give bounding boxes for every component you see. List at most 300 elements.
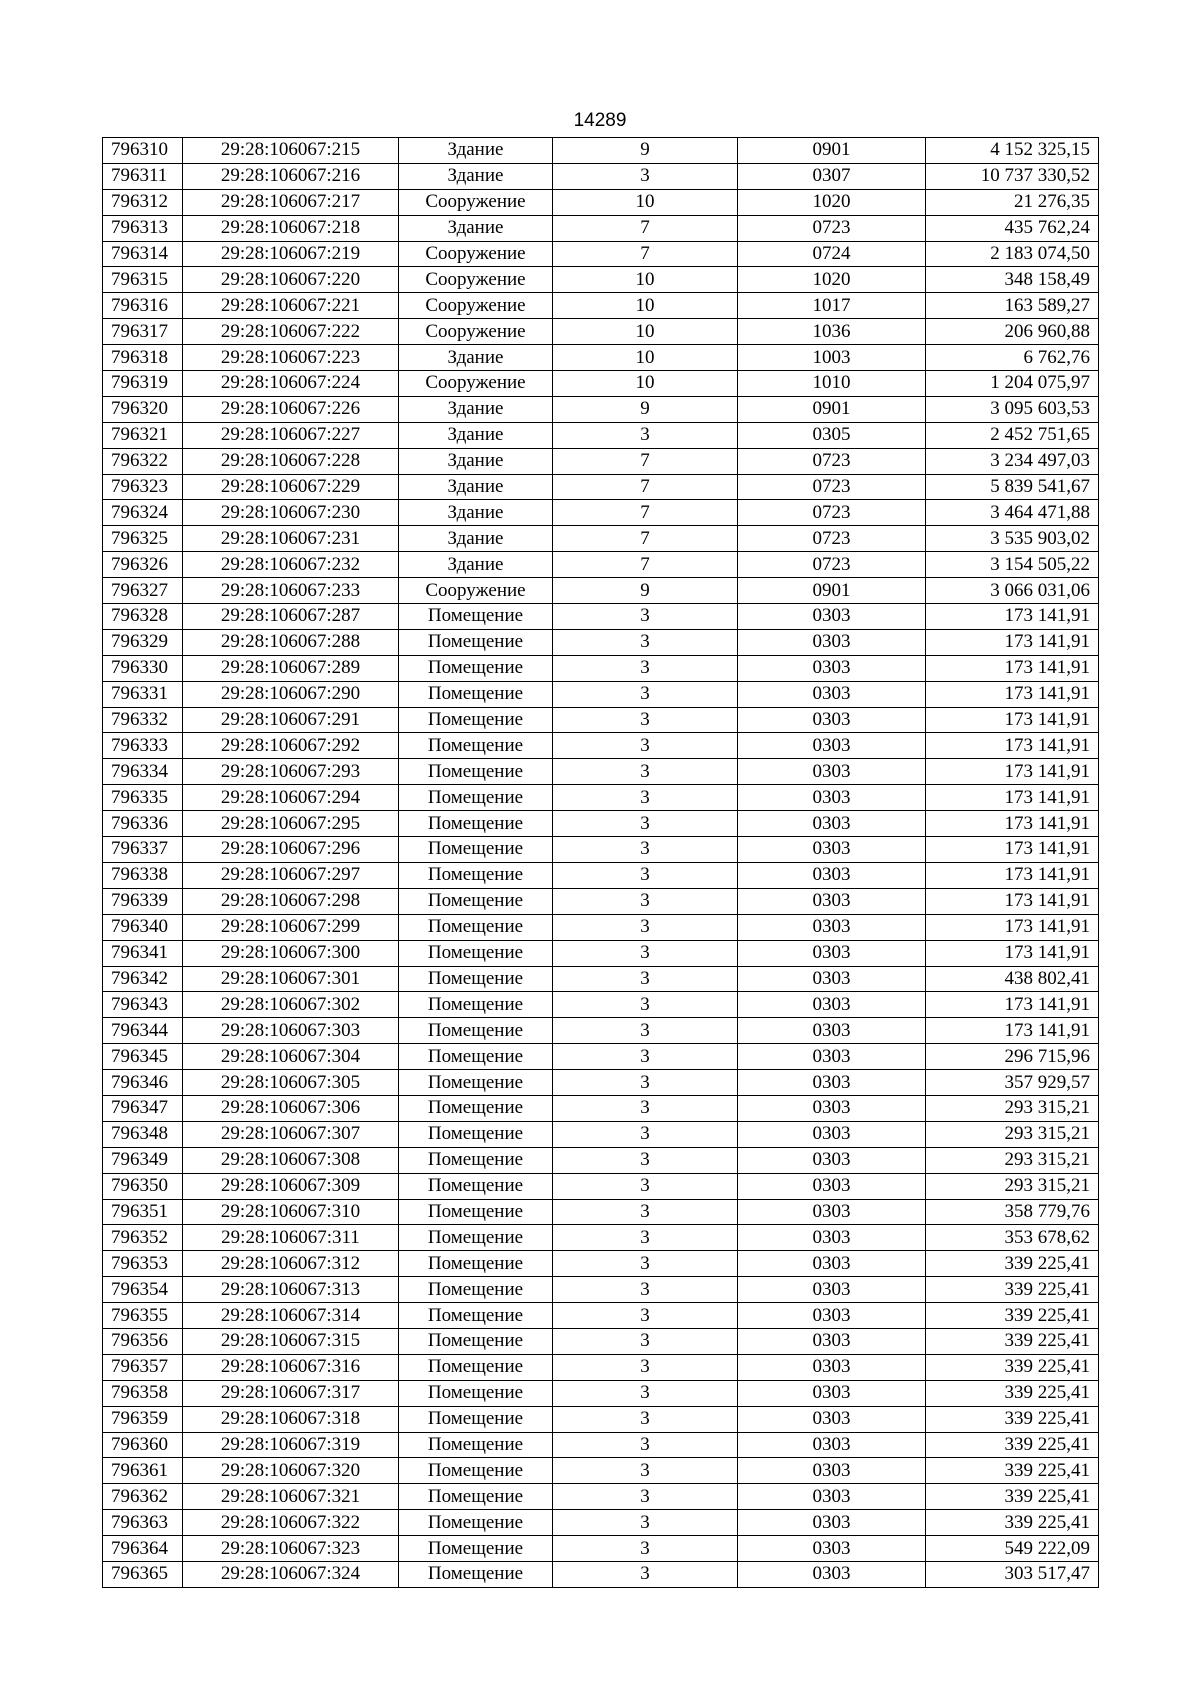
code-cell: 0303 xyxy=(738,655,926,681)
table-row xyxy=(103,319,1099,345)
object-type-cell: Помещение xyxy=(399,1173,553,1199)
table-row xyxy=(103,629,1099,655)
table-row xyxy=(103,1121,1099,1147)
row-number-cell: 796363 xyxy=(103,1510,183,1536)
cadastral-number-cell: 29:28:106067:303 xyxy=(183,1018,399,1044)
object-type-cell: Здание xyxy=(399,163,553,189)
group-cell: 3 xyxy=(553,655,738,681)
group-cell: 3 xyxy=(553,1432,738,1458)
object-type-cell: Помещение xyxy=(399,1121,553,1147)
cadastral-value-cell: 173 141,91 xyxy=(926,655,1099,681)
cadastral-value-cell: 173 141,91 xyxy=(926,811,1099,837)
table-row xyxy=(103,422,1099,448)
code-cell: 0303 xyxy=(738,837,926,863)
row-number-cell: 796324 xyxy=(103,500,183,526)
cadastral-number-cell: 29:28:106067:300 xyxy=(183,940,399,966)
cadastral-number-cell: 29:28:106067:299 xyxy=(183,914,399,940)
table-row xyxy=(103,1147,1099,1173)
code-cell: 0303 xyxy=(738,1225,926,1251)
group-cell: 7 xyxy=(553,500,738,526)
code-cell: 0723 xyxy=(738,215,926,241)
table-row xyxy=(103,1406,1099,1432)
row-number-cell: 796322 xyxy=(103,448,183,474)
cadastral-number-cell: 29:28:106067:309 xyxy=(183,1173,399,1199)
cadastral-number-cell: 29:28:106067:289 xyxy=(183,655,399,681)
group-cell: 3 xyxy=(553,888,738,914)
cadastral-value-cell: 206 960,88 xyxy=(926,319,1099,345)
code-cell: 0303 xyxy=(738,1018,926,1044)
row-number-cell: 796315 xyxy=(103,267,183,293)
object-type-cell: Здание xyxy=(399,345,553,371)
code-cell: 0303 xyxy=(738,1095,926,1121)
table-row xyxy=(103,1484,1099,1510)
registry-table-body xyxy=(103,138,1099,1588)
cadastral-number-cell: 29:28:106067:295 xyxy=(183,811,399,837)
group-cell: 7 xyxy=(553,526,738,552)
code-cell: 0303 xyxy=(738,1484,926,1510)
code-cell: 0303 xyxy=(738,1199,926,1225)
row-number-cell: 796310 xyxy=(103,138,183,164)
table-row xyxy=(103,1070,1099,1096)
cadastral-number-cell: 29:28:106067:315 xyxy=(183,1328,399,1354)
code-cell: 0303 xyxy=(738,1121,926,1147)
row-number-cell: 796326 xyxy=(103,552,183,578)
cadastral-number-cell: 29:28:106067:306 xyxy=(183,1095,399,1121)
object-type-cell: Здание xyxy=(399,215,553,241)
cadastral-value-cell: 6 762,76 xyxy=(926,345,1099,371)
row-number-cell: 796317 xyxy=(103,319,183,345)
row-number-cell: 796350 xyxy=(103,1173,183,1199)
cadastral-number-cell: 29:28:106067:288 xyxy=(183,629,399,655)
table-row xyxy=(103,966,1099,992)
row-number-cell: 796360 xyxy=(103,1432,183,1458)
cadastral-value-cell: 173 141,91 xyxy=(926,733,1099,759)
table-row xyxy=(103,1458,1099,1484)
cadastral-number-cell: 29:28:106067:298 xyxy=(183,888,399,914)
table-row xyxy=(103,138,1099,164)
group-cell: 3 xyxy=(553,681,738,707)
table-row xyxy=(103,1510,1099,1536)
group-cell: 3 xyxy=(553,1458,738,1484)
cadastral-number-cell: 29:28:106067:230 xyxy=(183,500,399,526)
code-cell: 0303 xyxy=(738,888,926,914)
row-number-cell: 796364 xyxy=(103,1536,183,1562)
group-cell: 3 xyxy=(553,1225,738,1251)
group-cell: 3 xyxy=(553,1121,738,1147)
cadastral-number-cell: 29:28:106067:318 xyxy=(183,1406,399,1432)
code-cell: 0303 xyxy=(738,1277,926,1303)
object-type-cell: Помещение xyxy=(399,940,553,966)
object-type-cell: Сооружение xyxy=(399,371,553,397)
cadastral-value-cell: 173 141,91 xyxy=(926,759,1099,785)
row-number-cell: 796338 xyxy=(103,862,183,888)
object-type-cell: Сооружение xyxy=(399,189,553,215)
code-cell: 1036 xyxy=(738,319,926,345)
row-number-cell: 796346 xyxy=(103,1070,183,1096)
object-type-cell: Помещение xyxy=(399,733,553,759)
row-number-cell: 796354 xyxy=(103,1277,183,1303)
code-cell: 0303 xyxy=(738,862,926,888)
cadastral-value-cell: 163 589,27 xyxy=(926,293,1099,319)
row-number-cell: 796332 xyxy=(103,707,183,733)
table-row xyxy=(103,500,1099,526)
cadastral-value-cell: 3 154 505,22 xyxy=(926,552,1099,578)
cadastral-value-cell: 293 315,21 xyxy=(926,1121,1099,1147)
code-cell: 0303 xyxy=(738,914,926,940)
row-number-cell: 796323 xyxy=(103,474,183,500)
object-type-cell: Помещение xyxy=(399,1458,553,1484)
group-cell: 3 xyxy=(553,785,738,811)
cadastral-value-cell: 339 225,41 xyxy=(926,1406,1099,1432)
cadastral-number-cell: 29:28:106067:313 xyxy=(183,1277,399,1303)
cadastral-value-cell: 5 839 541,67 xyxy=(926,474,1099,500)
group-cell: 3 xyxy=(553,1484,738,1510)
code-cell: 0303 xyxy=(738,1536,926,1562)
object-type-cell: Здание xyxy=(399,526,553,552)
cadastral-number-cell: 29:28:106067:231 xyxy=(183,526,399,552)
registry-table xyxy=(102,137,1099,1588)
group-cell: 9 xyxy=(553,138,738,164)
object-type-cell: Здание xyxy=(399,396,553,422)
cadastral-value-cell: 173 141,91 xyxy=(926,604,1099,630)
code-cell: 0723 xyxy=(738,500,926,526)
cadastral-number-cell: 29:28:106067:215 xyxy=(183,138,399,164)
table-row xyxy=(103,1251,1099,1277)
object-type-cell: Помещение xyxy=(399,1380,553,1406)
row-number-cell: 796318 xyxy=(103,345,183,371)
group-cell: 3 xyxy=(553,811,738,837)
group-cell: 3 xyxy=(553,1406,738,1432)
cadastral-number-cell: 29:28:106067:316 xyxy=(183,1354,399,1380)
cadastral-number-cell: 29:28:106067:292 xyxy=(183,733,399,759)
code-cell: 0723 xyxy=(738,474,926,500)
group-cell: 9 xyxy=(553,396,738,422)
code-cell: 0723 xyxy=(738,552,926,578)
code-cell: 0307 xyxy=(738,163,926,189)
group-cell: 3 xyxy=(553,1251,738,1277)
table-row xyxy=(103,1432,1099,1458)
object-type-cell: Помещение xyxy=(399,914,553,940)
code-cell: 0303 xyxy=(738,811,926,837)
object-type-cell: Здание xyxy=(399,138,553,164)
group-cell: 3 xyxy=(553,604,738,630)
row-number-cell: 796357 xyxy=(103,1354,183,1380)
object-type-cell: Помещение xyxy=(399,862,553,888)
cadastral-number-cell: 29:28:106067:305 xyxy=(183,1070,399,1096)
cadastral-value-cell: 173 141,91 xyxy=(926,992,1099,1018)
table-row xyxy=(103,345,1099,371)
code-cell: 0303 xyxy=(738,1044,926,1070)
row-number-cell: 796312 xyxy=(103,189,183,215)
row-number-cell: 796352 xyxy=(103,1225,183,1251)
row-number-cell: 796331 xyxy=(103,681,183,707)
cadastral-value-cell: 173 141,91 xyxy=(926,707,1099,733)
object-type-cell: Помещение xyxy=(399,1070,553,1096)
table-row xyxy=(103,1199,1099,1225)
group-cell: 3 xyxy=(553,733,738,759)
object-type-cell: Помещение xyxy=(399,1561,553,1587)
group-cell: 3 xyxy=(553,1303,738,1329)
cadastral-value-cell: 339 225,41 xyxy=(926,1251,1099,1277)
group-cell: 3 xyxy=(553,1173,738,1199)
row-number-cell: 796349 xyxy=(103,1147,183,1173)
object-type-cell: Помещение xyxy=(399,1225,553,1251)
cadastral-number-cell: 29:28:106067:319 xyxy=(183,1432,399,1458)
cadastral-number-cell: 29:28:106067:287 xyxy=(183,604,399,630)
code-cell: 1003 xyxy=(738,345,926,371)
cadastral-number-cell: 29:28:106067:312 xyxy=(183,1251,399,1277)
group-cell: 3 xyxy=(553,1536,738,1562)
object-type-cell: Помещение xyxy=(399,1406,553,1432)
cadastral-value-cell: 2 183 074,50 xyxy=(926,241,1099,267)
cadastral-number-cell: 29:28:106067:293 xyxy=(183,759,399,785)
cadastral-value-cell: 4 152 325,15 xyxy=(926,138,1099,164)
object-type-cell: Помещение xyxy=(399,1044,553,1070)
table-row xyxy=(103,1380,1099,1406)
cadastral-value-cell: 293 315,21 xyxy=(926,1173,1099,1199)
cadastral-value-cell: 173 141,91 xyxy=(926,629,1099,655)
group-cell: 7 xyxy=(553,215,738,241)
object-type-cell: Помещение xyxy=(399,1303,553,1329)
object-type-cell: Помещение xyxy=(399,1251,553,1277)
code-cell: 0723 xyxy=(738,448,926,474)
cadastral-number-cell: 29:28:106067:294 xyxy=(183,785,399,811)
table-row xyxy=(103,862,1099,888)
row-number-cell: 796330 xyxy=(103,655,183,681)
code-cell: 0303 xyxy=(738,681,926,707)
table-row xyxy=(103,163,1099,189)
group-cell: 3 xyxy=(553,1510,738,1536)
object-type-cell: Помещение xyxy=(399,1095,553,1121)
row-number-cell: 796348 xyxy=(103,1121,183,1147)
row-number-cell: 796313 xyxy=(103,215,183,241)
cadastral-number-cell: 29:28:106067:320 xyxy=(183,1458,399,1484)
group-cell: 3 xyxy=(553,966,738,992)
group-cell: 3 xyxy=(553,1561,738,1587)
row-number-cell: 796336 xyxy=(103,811,183,837)
row-number-cell: 796321 xyxy=(103,422,183,448)
object-type-cell: Сооружение xyxy=(399,578,553,604)
table-row xyxy=(103,1561,1099,1587)
cadastral-number-cell: 29:28:106067:324 xyxy=(183,1561,399,1587)
row-number-cell: 796353 xyxy=(103,1251,183,1277)
object-type-cell: Сооружение xyxy=(399,319,553,345)
cadastral-number-cell: 29:28:106067:217 xyxy=(183,189,399,215)
cadastral-value-cell: 339 225,41 xyxy=(926,1380,1099,1406)
code-cell: 0303 xyxy=(738,707,926,733)
table-row xyxy=(103,1044,1099,1070)
code-cell: 0724 xyxy=(738,241,926,267)
code-cell: 0303 xyxy=(738,733,926,759)
row-number-cell: 796347 xyxy=(103,1095,183,1121)
object-type-cell: Здание xyxy=(399,422,553,448)
code-cell: 0303 xyxy=(738,1458,926,1484)
cadastral-number-cell: 29:28:106067:322 xyxy=(183,1510,399,1536)
row-number-cell: 796333 xyxy=(103,733,183,759)
object-type-cell: Помещение xyxy=(399,888,553,914)
code-cell: 0723 xyxy=(738,526,926,552)
cadastral-value-cell: 293 315,21 xyxy=(926,1095,1099,1121)
row-number-cell: 796355 xyxy=(103,1303,183,1329)
cadastral-number-cell: 29:28:106067:229 xyxy=(183,474,399,500)
cadastral-number-cell: 29:28:106067:302 xyxy=(183,992,399,1018)
cadastral-value-cell: 358 779,76 xyxy=(926,1199,1099,1225)
code-cell: 0303 xyxy=(738,1251,926,1277)
code-cell: 0303 xyxy=(738,1173,926,1199)
code-cell: 1010 xyxy=(738,371,926,397)
group-cell: 3 xyxy=(553,940,738,966)
group-cell: 3 xyxy=(553,707,738,733)
table-row xyxy=(103,474,1099,500)
object-type-cell: Здание xyxy=(399,500,553,526)
group-cell: 3 xyxy=(553,1354,738,1380)
code-cell: 1017 xyxy=(738,293,926,319)
cadastral-number-cell: 29:28:106067:222 xyxy=(183,319,399,345)
table-row xyxy=(103,1018,1099,1044)
object-type-cell: Помещение xyxy=(399,1484,553,1510)
object-type-cell: Помещение xyxy=(399,1199,553,1225)
cadastral-value-cell: 173 141,91 xyxy=(926,888,1099,914)
row-number-cell: 796311 xyxy=(103,163,183,189)
code-cell: 0303 xyxy=(738,1303,926,1329)
code-cell: 0303 xyxy=(738,629,926,655)
object-type-cell: Сооружение xyxy=(399,267,553,293)
table-row xyxy=(103,189,1099,215)
object-type-cell: Помещение xyxy=(399,604,553,630)
table-row xyxy=(103,552,1099,578)
object-type-cell: Здание xyxy=(399,448,553,474)
cadastral-number-cell: 29:28:106067:307 xyxy=(183,1121,399,1147)
cadastral-number-cell: 29:28:106067:290 xyxy=(183,681,399,707)
object-type-cell: Помещение xyxy=(399,681,553,707)
cadastral-value-cell: 3 464 471,88 xyxy=(926,500,1099,526)
code-cell: 0901 xyxy=(738,138,926,164)
cadastral-number-cell: 29:28:106067:321 xyxy=(183,1484,399,1510)
object-type-cell: Помещение xyxy=(399,1277,553,1303)
cadastral-value-cell: 3 066 031,06 xyxy=(926,578,1099,604)
cadastral-number-cell: 29:28:106067:220 xyxy=(183,267,399,293)
group-cell: 3 xyxy=(553,862,738,888)
cadastral-value-cell: 173 141,91 xyxy=(926,837,1099,863)
cadastral-number-cell: 29:28:106067:228 xyxy=(183,448,399,474)
group-cell: 3 xyxy=(553,1018,738,1044)
cadastral-number-cell: 29:28:106067:226 xyxy=(183,396,399,422)
group-cell: 7 xyxy=(553,474,738,500)
code-cell: 0901 xyxy=(738,396,926,422)
group-cell: 3 xyxy=(553,1380,738,1406)
cadastral-number-cell: 29:28:106067:310 xyxy=(183,1199,399,1225)
object-type-cell: Помещение xyxy=(399,1147,553,1173)
object-type-cell: Помещение xyxy=(399,966,553,992)
group-cell: 3 xyxy=(553,914,738,940)
group-cell: 10 xyxy=(553,293,738,319)
cadastral-number-cell: 29:28:106067:291 xyxy=(183,707,399,733)
cadastral-value-cell: 3 095 603,53 xyxy=(926,396,1099,422)
cadastral-value-cell: 2 452 751,65 xyxy=(926,422,1099,448)
table-row xyxy=(103,1536,1099,1562)
row-number-cell: 796362 xyxy=(103,1484,183,1510)
row-number-cell: 796334 xyxy=(103,759,183,785)
row-number-cell: 796316 xyxy=(103,293,183,319)
cadastral-value-cell: 173 141,91 xyxy=(926,914,1099,940)
cadastral-value-cell: 339 225,41 xyxy=(926,1354,1099,1380)
table-row xyxy=(103,293,1099,319)
group-cell: 10 xyxy=(553,319,738,345)
table-row xyxy=(103,604,1099,630)
object-type-cell: Помещение xyxy=(399,759,553,785)
row-number-cell: 796356 xyxy=(103,1328,183,1354)
table-row xyxy=(103,707,1099,733)
row-number-cell: 796359 xyxy=(103,1406,183,1432)
object-type-cell: Помещение xyxy=(399,1018,553,1044)
cadastral-value-cell: 438 802,41 xyxy=(926,966,1099,992)
table-row xyxy=(103,1173,1099,1199)
row-number-cell: 796342 xyxy=(103,966,183,992)
cadastral-value-cell: 3 234 497,03 xyxy=(926,448,1099,474)
cadastral-value-cell: 549 222,09 xyxy=(926,1536,1099,1562)
row-number-cell: 796337 xyxy=(103,837,183,863)
table-row xyxy=(103,1277,1099,1303)
object-type-cell: Помещение xyxy=(399,811,553,837)
row-number-cell: 796351 xyxy=(103,1199,183,1225)
code-cell: 0303 xyxy=(738,1432,926,1458)
row-number-cell: 796358 xyxy=(103,1380,183,1406)
table-row xyxy=(103,215,1099,241)
cadastral-number-cell: 29:28:106067:219 xyxy=(183,241,399,267)
object-type-cell: Здание xyxy=(399,552,553,578)
cadastral-number-cell: 29:28:106067:301 xyxy=(183,966,399,992)
group-cell: 10 xyxy=(553,267,738,293)
row-number-cell: 796319 xyxy=(103,371,183,397)
cadastral-value-cell: 339 225,41 xyxy=(926,1303,1099,1329)
cadastral-value-cell: 173 141,91 xyxy=(926,785,1099,811)
cadastral-number-cell: 29:28:106067:308 xyxy=(183,1147,399,1173)
cadastral-value-cell: 293 315,21 xyxy=(926,1147,1099,1173)
cadastral-number-cell: 29:28:106067:311 xyxy=(183,1225,399,1251)
table-row xyxy=(103,681,1099,707)
object-type-cell: Помещение xyxy=(399,1354,553,1380)
cadastral-value-cell: 339 225,41 xyxy=(926,1510,1099,1536)
group-cell: 3 xyxy=(553,837,738,863)
row-number-cell: 796329 xyxy=(103,629,183,655)
cadastral-value-cell: 173 141,91 xyxy=(926,862,1099,888)
cadastral-number-cell: 29:28:106067:221 xyxy=(183,293,399,319)
cadastral-value-cell: 353 678,62 xyxy=(926,1225,1099,1251)
row-number-cell: 796365 xyxy=(103,1561,183,1587)
table-row xyxy=(103,733,1099,759)
group-cell: 10 xyxy=(553,371,738,397)
row-number-cell: 796328 xyxy=(103,604,183,630)
table-row xyxy=(103,811,1099,837)
group-cell: 3 xyxy=(553,992,738,1018)
row-number-cell: 796325 xyxy=(103,526,183,552)
row-number-cell: 796320 xyxy=(103,396,183,422)
cadastral-number-cell: 29:28:106067:218 xyxy=(183,215,399,241)
group-cell: 10 xyxy=(553,189,738,215)
table-row xyxy=(103,1095,1099,1121)
object-type-cell: Помещение xyxy=(399,785,553,811)
table-row xyxy=(103,448,1099,474)
cadastral-value-cell: 357 929,57 xyxy=(926,1070,1099,1096)
cadastral-value-cell: 348 158,49 xyxy=(926,267,1099,293)
cadastral-value-cell: 339 225,41 xyxy=(926,1458,1099,1484)
object-type-cell: Помещение xyxy=(399,992,553,1018)
group-cell: 3 xyxy=(553,1044,738,1070)
cadastral-value-cell: 296 715,96 xyxy=(926,1044,1099,1070)
table-row xyxy=(103,837,1099,863)
cadastral-value-cell: 435 762,24 xyxy=(926,215,1099,241)
row-number-cell: 796339 xyxy=(103,888,183,914)
